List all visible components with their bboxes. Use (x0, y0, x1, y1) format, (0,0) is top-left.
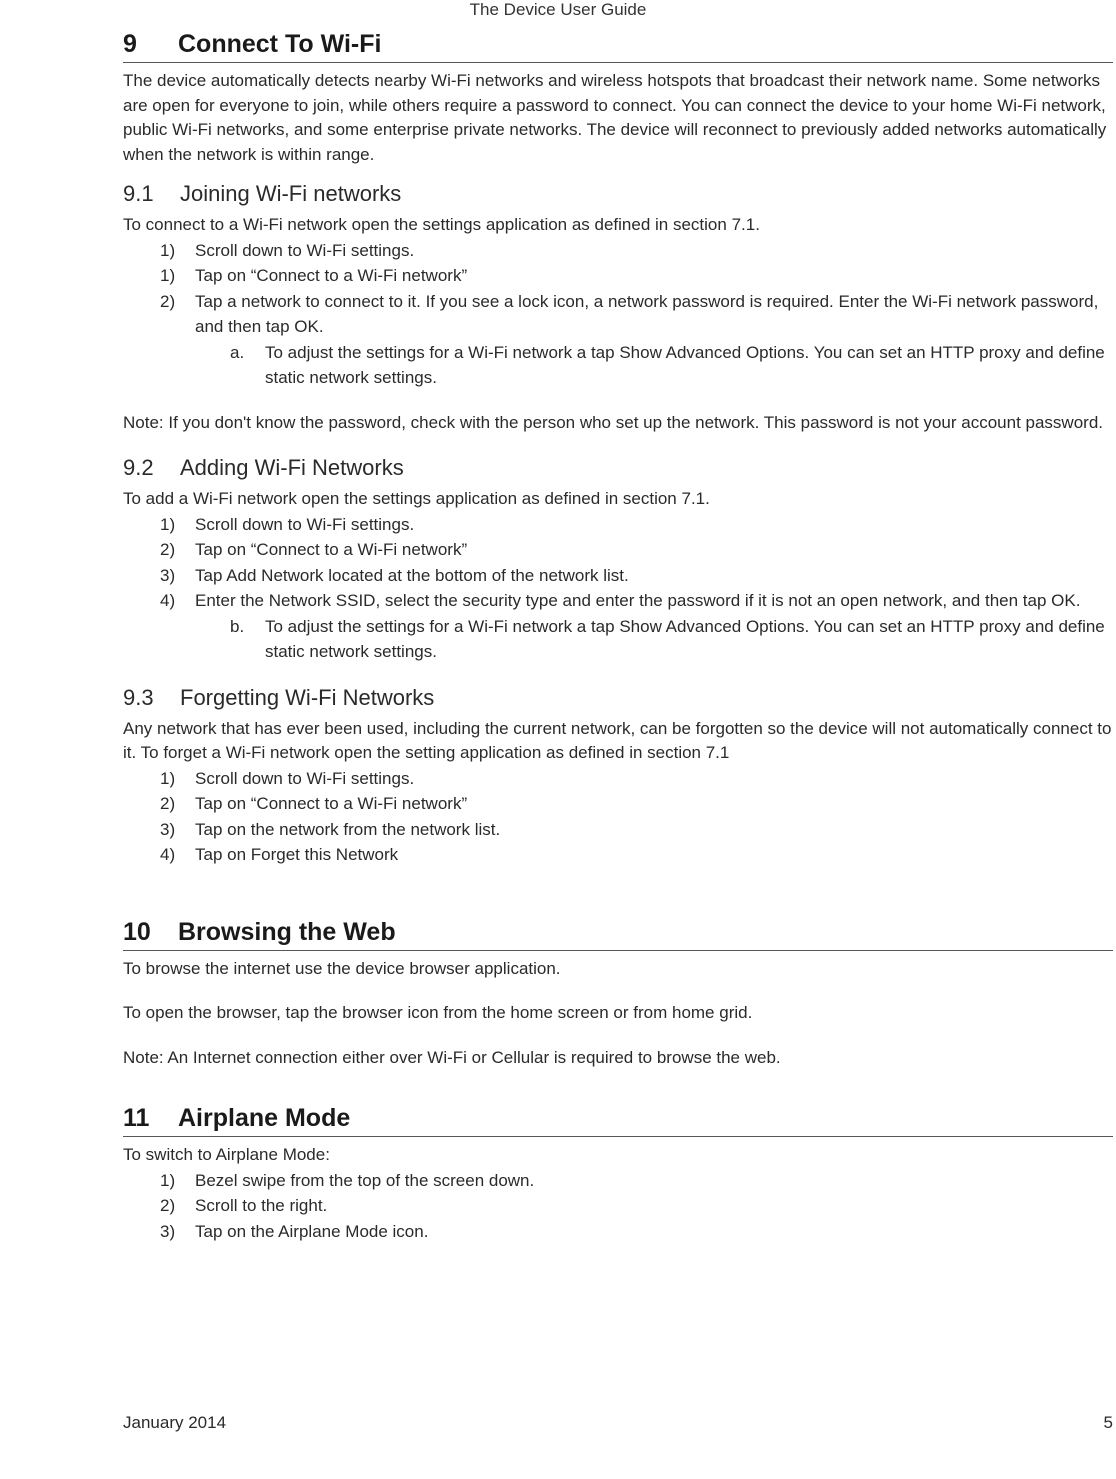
list-item (123, 512, 1113, 538)
list-marker: a. (230, 342, 245, 362)
section-9-1-note: Note: If you don't know the password, check with the person who set up the network. This password is not your account password. (123, 412, 1103, 432)
section-9-3-lead: Any network that has ever been used, including the current network, can be forgotten so the device will not automatically connect to it. To forget a Wi-Fi network open the setting application as defined in section 7.1 (123, 718, 1112, 762)
list-item (123, 791, 1113, 817)
footer-date: January 2014 (123, 1413, 227, 1432)
section-title: Browsing the Web (178, 917, 396, 946)
section-10-p1: To browse the internet use the device browser application. (123, 958, 561, 978)
list-item (123, 842, 1113, 868)
list-marker: 1) (160, 514, 176, 534)
section-number: 9.1 (123, 181, 154, 206)
list-item-text: Scroll down to Wi-Fi settings. (195, 240, 415, 260)
section-number: 9 (123, 30, 137, 58)
list-marker: 2) (160, 540, 176, 559)
page-header: The Device User Guide (469, 0, 647, 19)
list-item-text: Scroll to the right. (195, 1196, 328, 1215)
list-item (123, 563, 1113, 589)
list-item (123, 817, 1113, 843)
section-number: 9.2 (123, 455, 154, 480)
section-9-2-steps (123, 512, 1113, 614)
section-title: Airplane Mode (178, 1104, 351, 1132)
list-marker: 2) (160, 291, 176, 311)
section-9-1-lead: To connect to a Wi-Fi network open the settings application as defined in section 7.1. (123, 215, 760, 234)
list-marker: 1) (160, 240, 176, 260)
sub-list-item (123, 614, 1113, 665)
list-marker: 1) (160, 768, 176, 788)
list-marker: 4) (160, 845, 176, 864)
section-11-lead: To switch to Airplane Mode: (123, 1145, 330, 1164)
list-item (123, 1219, 1113, 1245)
list-marker: 2) (160, 794, 176, 813)
section-9-2-lead: To add a Wi-Fi network open the settings application as defined in section 7.1. (123, 489, 710, 508)
list-item-text: Tap on “Connect to a Wi-Fi network” (195, 540, 468, 559)
list-item-text: Enter the Network SSID, select the security type and enter the password if it is not an open network, and then tap OK. (195, 591, 1081, 610)
list-marker: 4) (160, 591, 176, 610)
section-9-3-steps (123, 766, 1113, 868)
list-item (123, 537, 1113, 563)
list-item (123, 1168, 1113, 1194)
section-11-heading (123, 1104, 1113, 1137)
list-marker: 3) (160, 565, 176, 585)
section-number: 11 (123, 1104, 150, 1132)
section-9-heading (123, 30, 1113, 63)
list-item-text: Tap on the network from the network list. (195, 819, 501, 839)
list-item (123, 238, 1113, 264)
list-item-text: Tap on “Connect to a Wi-Fi network” (195, 794, 468, 813)
list-item-text: Tap Add Network located at the bottom of the network list. (195, 565, 629, 585)
list-item-text: Tap on “Connect to a Wi-Fi network” (195, 266, 468, 285)
list-marker: 1) (160, 1170, 176, 1190)
section-10-note: Note: An Internet connection either over Wi-Fi or Cellular is required to browse the web. (123, 1047, 781, 1067)
list-item (123, 766, 1113, 792)
list-marker: b. (230, 616, 245, 636)
page-number: 5 (1103, 1413, 1113, 1432)
list-item (123, 1193, 1113, 1219)
list-item (123, 263, 1113, 289)
list-item-text: Tap a network to connect to it. If you see a lock icon, a network password is required. Enter the Wi-Fi network password, and then tap OK. (195, 291, 1099, 336)
list-item-text: Scroll down to Wi-Fi settings. (195, 514, 415, 534)
section-title: Joining Wi-Fi networks (180, 181, 402, 206)
sub-list-item (123, 340, 1113, 391)
list-marker: 3) (160, 819, 176, 839)
list-item-text: To adjust the settings for a Wi-Fi network a tap Show Advanced Options. You can set an HTTP proxy and define static network settings. (265, 616, 1105, 661)
section-title: Adding Wi-Fi Networks (180, 455, 404, 480)
section-number: 9.3 (123, 684, 154, 710)
section-11-steps (123, 1168, 1113, 1245)
list-item-text: Bezel swipe from the top of the screen down. (195, 1170, 535, 1190)
section-9-3-heading (123, 685, 1113, 711)
list-marker: 3) (160, 1221, 176, 1241)
section-title: Forgetting Wi-Fi Networks (180, 684, 435, 710)
section-9-1-heading (123, 181, 1113, 207)
section-9-intro: The device automatically detects nearby Wi-Fi networks and wireless hotspots that broadcast their network name. Some networks are open for everyone to join, while others require a password to connect. You can connect the device to your home Wi-Fi network, public Wi-Fi networks, and some enterprise private networks. The device will reconnect to previously added networks automatically when the network is within range. (123, 71, 1107, 164)
list-item (123, 289, 1113, 340)
section-10-p2: To open the browser, tap the browser icon from the home screen or from home grid. (123, 1003, 753, 1022)
section-9-2-heading (123, 455, 1113, 481)
section-number: 10 (123, 917, 151, 946)
section-9-1-steps (123, 238, 1113, 340)
list-item-text: To adjust the settings for a Wi-Fi network a tap Show Advanced Options. You can set an HTTP proxy and define static network settings. (265, 342, 1105, 387)
section-title: Connect To Wi-Fi (178, 30, 382, 58)
page-content (123, 30, 1113, 1244)
list-item-text: Scroll down to Wi-Fi settings. (195, 768, 415, 788)
list-item-text: Tap on the Airplane Mode icon. (195, 1221, 429, 1241)
list-marker: 1) (160, 266, 176, 285)
list-item-text: Tap on Forget this Network (195, 845, 399, 864)
list-marker: 2) (160, 1196, 176, 1215)
list-item (123, 588, 1113, 614)
page-footer (123, 1413, 1113, 1433)
section-10-heading (123, 918, 1113, 951)
